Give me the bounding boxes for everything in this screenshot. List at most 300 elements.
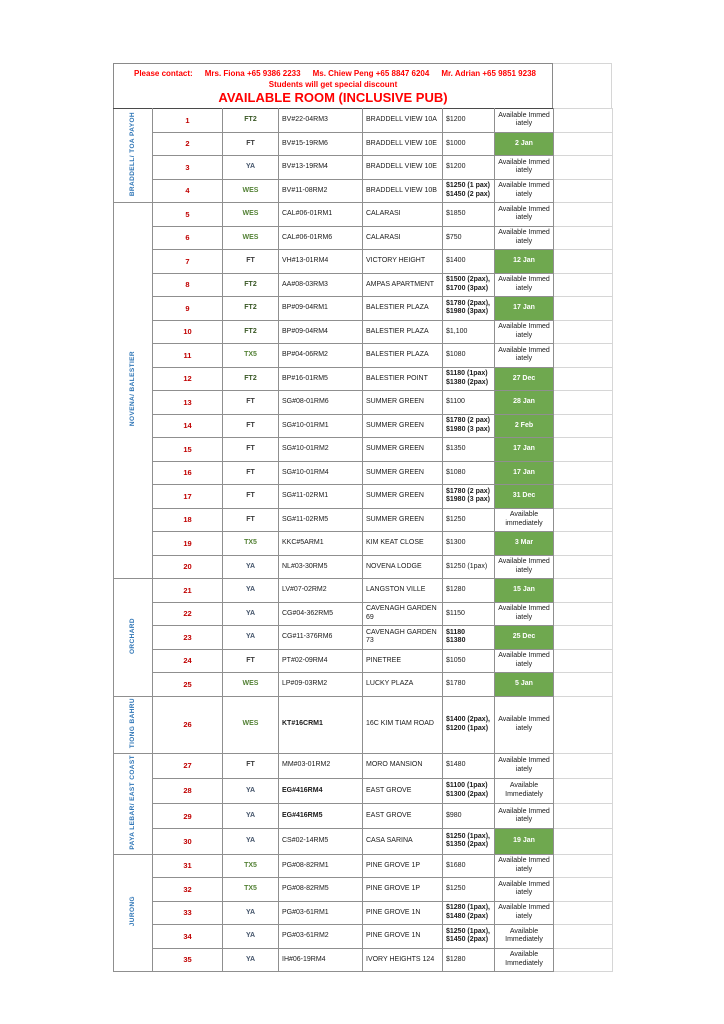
row-number: 27 [153,753,223,778]
table-row [114,320,613,344]
row-number: 19 [153,532,223,556]
unit-code: SG#11-02RM1 [279,485,363,509]
table-row [114,109,613,133]
table-row [114,179,613,203]
availability: Available Immed iately [495,854,554,878]
row-number: 15 [153,438,223,462]
contact-line [114,67,552,78]
region-label-cell [114,696,153,753]
empty-cell [554,778,613,803]
row-number: 9 [153,297,223,321]
unit-code: AA#08-03RM3 [279,273,363,297]
empty-cell [554,109,613,133]
property-name: BRADDELL VIEW 10E [363,132,443,156]
contact-label: Please contact: [134,69,193,78]
unit-code: IH#06-19RM4 [279,948,363,972]
empty-cell [554,250,613,274]
room-type: FT [223,461,279,485]
unit-code: SG#08-01RM6 [279,391,363,415]
row-number: 30 [153,829,223,854]
row-number: 10 [153,320,223,344]
row-number: 34 [153,925,223,949]
price: $1400 [443,250,495,274]
empty-cell [554,461,613,485]
room-type: FT [223,649,279,673]
availability: 5 Jan [495,673,554,697]
room-type: WES [223,673,279,697]
unit-code: BV#11-08RM2 [279,179,363,203]
table-row [114,778,613,803]
row-number: 18 [153,508,223,532]
price: $1780 (2pax), $1980 (3pax) [443,297,495,321]
table-row [114,602,613,626]
empty-cell [554,579,613,603]
row-number: 17 [153,485,223,509]
row-number: 2 [153,132,223,156]
availability: Available Immediately [495,925,554,949]
row-number: 20 [153,555,223,579]
empty-cell [554,320,613,344]
row-number: 25 [153,673,223,697]
availability: 3 Mar [495,532,554,556]
availability: 17 Jan [495,461,554,485]
property-name: CAVENAGH GARDEN 73 [363,626,443,650]
table-row [114,901,613,925]
row-number: 16 [153,461,223,485]
availability: Available Immed iately [495,696,554,753]
price: $1250 [443,878,495,902]
room-type: YA [223,948,279,972]
row-number: 33 [153,901,223,925]
price: $1100 (1pax) $1300 (2pax) [443,778,495,803]
room-type: YA [223,626,279,650]
room-type: YA [223,579,279,603]
unit-code: LP#09-03RM2 [279,673,363,697]
price: $750 [443,226,495,250]
room-type: YA [223,925,279,949]
region-label: PAYA LEBAR/ EAST COAST [129,754,137,850]
availability: Available Immed iately [495,226,554,250]
row-number: 6 [153,226,223,250]
row-number: 24 [153,649,223,673]
price: $1180 $1380 [443,626,495,650]
availability: 17 Jan [495,438,554,462]
room-type: FT2 [223,297,279,321]
table-row [114,344,613,368]
table-row [114,414,613,438]
property-name: BRADDELL VIEW 10B [363,179,443,203]
availability: 17 Jan [495,297,554,321]
availability: 19 Jan [495,829,554,854]
unit-code: PG#08-82RM5 [279,878,363,902]
table-row [114,391,613,415]
room-type: TX5 [223,344,279,368]
unit-code: BP#04-06RM2 [279,344,363,368]
availability: Available Immed iately [495,179,554,203]
availability: 27 Dec [495,367,554,391]
table-row [114,203,613,227]
unit-code: BP#09-04RM4 [279,320,363,344]
table-row [114,854,613,878]
property-name: BALESTIER PLAZA [363,297,443,321]
room-type: FT [223,485,279,509]
availability: Available Immed iately [495,901,554,925]
row-number: 29 [153,804,223,829]
property-name: CAVENAGH GARDEN 69 [363,602,443,626]
room-type: FT [223,753,279,778]
price: $1180 (1pax) $1380 (2pax) [443,367,495,391]
availability: Available Immed iately [495,878,554,902]
empty-cell [554,179,613,203]
property-name: SUMMER GREEN [363,485,443,509]
region-label: ORCHARD [129,617,137,654]
property-name: BRADDELL VIEW 10E [363,156,443,180]
property-name: SUMMER GREEN [363,438,443,462]
table-row [114,508,613,532]
table-row [114,948,613,972]
page-title: AVAILABLE ROOM (INCLUSIVE PUB) [218,90,448,105]
row-number: 21 [153,579,223,603]
row-number: 22 [153,602,223,626]
table-header [113,63,553,108]
room-type: TX5 [223,854,279,878]
empty-cell [554,226,613,250]
price: $1080 [443,461,495,485]
row-number: 12 [153,367,223,391]
price: $1250 [443,508,495,532]
table-row [114,485,613,509]
availability: Available Immed iately [495,273,554,297]
room-type: YA [223,156,279,180]
unit-code: KKC#5ARM1 [279,532,363,556]
empty-cell [554,297,613,321]
empty-cell [554,649,613,673]
price: $1,100 [443,320,495,344]
empty-cell [554,753,613,778]
table-row [114,532,613,556]
unit-code: CAL#06-01RM1 [279,203,363,227]
unit-code: MM#03-01RM2 [279,753,363,778]
region-label-cell [114,753,153,854]
price: $1200 [443,156,495,180]
price: $1150 [443,602,495,626]
property-name: NOVENA LODGE [363,555,443,579]
row-number: 13 [153,391,223,415]
unit-code: BP#09-04RM1 [279,297,363,321]
availability: Available Immediately [495,778,554,803]
property-name: AMPAS APARTMENT [363,273,443,297]
property-name: EAST GROVE [363,778,443,803]
empty-cell [554,344,613,368]
availability: 15 Jan [495,579,554,603]
empty-cell [554,673,613,697]
header-row [113,63,612,108]
property-name: PINETREE [363,649,443,673]
price: $1280 (1pax), $1480 (2pax) [443,901,495,925]
table-row [114,461,613,485]
contact-fiona: Mrs. Fiona +65 9386 2233 [204,69,301,78]
room-type: WES [223,226,279,250]
empty-cell [554,156,613,180]
availability: Available Immed iately [495,320,554,344]
unit-code: EG#416RM4 [279,778,363,803]
row-number: 8 [153,273,223,297]
unit-code: CS#02-14RM5 [279,829,363,854]
unit-code: BV#15-19RM6 [279,132,363,156]
price: $1250 (1pax), $1350 (2pax) [443,829,495,854]
availability: Available Immed iately [495,344,554,368]
room-type: FT [223,132,279,156]
property-name: CASA SARINA [363,829,443,854]
price: $1350 [443,438,495,462]
availability: 2 Feb [495,414,554,438]
table-row [114,673,613,697]
room-type: YA [223,602,279,626]
empty-cell [554,878,613,902]
unit-code: BV#13-19RM4 [279,156,363,180]
table-row [114,753,613,778]
room-type: FT2 [223,109,279,133]
room-listing-document [113,63,612,972]
table-row [114,829,613,854]
row-number: 1 [153,109,223,133]
empty-cell [554,485,613,509]
availability: Available immediately [495,508,554,532]
availability: Available Immed iately [495,203,554,227]
property-name: BALESTIER PLAZA [363,320,443,344]
table-row [114,250,613,274]
unit-code: BV#22-04RM3 [279,109,363,133]
unit-code: VH#13-01RM4 [279,250,363,274]
empty-cell [554,854,613,878]
property-name: CALARASI [363,226,443,250]
property-name: EAST GROVE [363,804,443,829]
availability: 12 Jan [495,250,554,274]
unit-code: NL#03-30RM5 [279,555,363,579]
property-name: MORO MANSION [363,753,443,778]
empty-cell [554,414,613,438]
contact-chiew-peng: Ms. Chiew Peng +65 8847 6204 [312,69,430,78]
unit-code: CG#11-376RM6 [279,626,363,650]
price: $1050 [443,649,495,673]
unit-code: BP#16-01RM5 [279,367,363,391]
price: $1250 (1pax) [443,555,495,579]
price: $1680 [443,854,495,878]
availability: Available Immed iately [495,109,554,133]
room-type: TX5 [223,532,279,556]
price: $1500 (2pax), $1700 (3pax) [443,273,495,297]
unit-code: SG#10-01RM2 [279,438,363,462]
availability: Available Immediately [495,948,554,972]
unit-code: PG#03-61RM1 [279,901,363,925]
empty-cell [554,132,613,156]
room-type: YA [223,555,279,579]
table-row [114,297,613,321]
unit-code: PG#03-61RM2 [279,925,363,949]
price: $1250 (1pax), $1450 (2pax) [443,925,495,949]
availability: Available Immed iately [495,555,554,579]
price: $1080 [443,344,495,368]
price: $1780 [443,673,495,697]
room-type: FT [223,391,279,415]
property-name: KIM KEAT CLOSE [363,532,443,556]
availability: 2 Jan [495,132,554,156]
price: $1250 (1 pax) $1450 (2 pax) [443,179,495,203]
region-label-cell [114,109,153,203]
property-name: SUMMER GREEN [363,461,443,485]
region-label: NOVENA/ BALESTIER [129,351,137,427]
property-name: LUCKY PLAZA [363,673,443,697]
table-row [114,878,613,902]
unit-code: SG#10-01RM4 [279,461,363,485]
region-label-cell [114,579,153,697]
availability: Available Immed iately [495,753,554,778]
table-row [114,273,613,297]
unit-code: EG#416RM5 [279,804,363,829]
availability: Available Immed iately [495,602,554,626]
unit-code: CAL#06-01RM6 [279,226,363,250]
room-type: FT [223,438,279,462]
unit-code: CG#04-362RM5 [279,602,363,626]
row-number: 7 [153,250,223,274]
property-name: VICTORY HEIGHT [363,250,443,274]
row-number: 35 [153,948,223,972]
room-type: TX5 [223,878,279,902]
unit-code: PT#02-09RM4 [279,649,363,673]
row-number: 3 [153,156,223,180]
price: $1780 (2 pax) $1980 (3 pax) [443,485,495,509]
room-type: FT [223,508,279,532]
room-type: WES [223,203,279,227]
row-number: 31 [153,854,223,878]
property-name: PINE GROVE 1P [363,878,443,902]
room-type: YA [223,901,279,925]
empty-cell [554,367,613,391]
property-name: CALARASI [363,203,443,227]
price: $980 [443,804,495,829]
price: $1400 (2pax), $1200 (1pax) [443,696,495,753]
row-number: 11 [153,344,223,368]
room-type: FT2 [223,273,279,297]
property-name: LANGSTON VILLE [363,579,443,603]
region-label: JURONG [129,895,137,927]
table-row [114,626,613,650]
price: $1300 [443,532,495,556]
room-type: FT [223,414,279,438]
property-name: PINE GROVE 1N [363,901,443,925]
region-label-cell [114,854,153,972]
availability: 31 Dec [495,485,554,509]
unit-code: KT#16CRM1 [279,696,363,753]
contact-adrian: Mr. Adrian +65 9851 9238 [441,69,536,78]
room-type: WES [223,696,279,753]
region-label-cell [114,203,153,579]
empty-cell [554,602,613,626]
row-number: 14 [153,414,223,438]
room-type: YA [223,804,279,829]
empty-cell [554,555,613,579]
empty-cell [554,391,613,415]
price: $1780 (2 pax) $1980 (3 pax) [443,414,495,438]
property-name: BRADDELL VIEW 10A [363,109,443,133]
table-row [114,156,613,180]
empty-cell [554,804,613,829]
property-name: SUMMER GREEN [363,391,443,415]
table-row [114,555,613,579]
row-number: 28 [153,778,223,803]
table-row [114,804,613,829]
property-name: PINE GROVE 1N [363,925,443,949]
table-row [114,226,613,250]
property-name: 16C KIM TIAM ROAD [363,696,443,753]
empty-cell [554,829,613,854]
price: $1850 [443,203,495,227]
price: $1480 [443,753,495,778]
table-row [114,696,613,753]
price: $1200 [443,109,495,133]
discount-note: Students will get special discount [268,80,398,89]
unit-code: PG#08-82RM1 [279,854,363,878]
price: $1100 [443,391,495,415]
property-name: BALESTIER PLAZA [363,344,443,368]
region-label: BRADDELL/ TOA PAYOH [129,111,137,196]
property-name: IVORY HEIGHTS 124 [363,948,443,972]
availability: Available Immed iately [495,649,554,673]
empty-cell [554,696,613,753]
row-number: 5 [153,203,223,227]
room-type: YA [223,829,279,854]
empty-cell [554,273,613,297]
room-type: FT [223,250,279,274]
price: $1000 [443,132,495,156]
room-type: FT2 [223,367,279,391]
empty-header-cell [553,63,612,108]
table-row [114,649,613,673]
availability: 25 Dec [495,626,554,650]
empty-cell [554,901,613,925]
room-type: WES [223,179,279,203]
rooms-table-body [114,109,613,972]
price: $1280 [443,948,495,972]
unit-code: SG#10-01RM1 [279,414,363,438]
empty-cell [554,508,613,532]
availability: Available Immed iately [495,156,554,180]
property-name: BALESTIER POINT [363,367,443,391]
room-type: YA [223,778,279,803]
unit-code: SG#11-02RM5 [279,508,363,532]
empty-cell [554,203,613,227]
region-label: TIONG BAHRU [129,697,137,748]
property-name: PINE GROVE 1P [363,854,443,878]
table-row [114,132,613,156]
room-type: FT2 [223,320,279,344]
row-number: 23 [153,626,223,650]
property-name: SUMMER GREEN [363,508,443,532]
row-number: 4 [153,179,223,203]
empty-cell [554,925,613,949]
empty-cell [554,438,613,462]
empty-cell [554,626,613,650]
row-number: 32 [153,878,223,902]
table-row [114,925,613,949]
empty-cell [554,532,613,556]
rooms-table [113,108,613,972]
table-row [114,579,613,603]
empty-cell [554,948,613,972]
property-name: SUMMER GREEN [363,414,443,438]
row-number: 26 [153,696,223,753]
table-row [114,438,613,462]
